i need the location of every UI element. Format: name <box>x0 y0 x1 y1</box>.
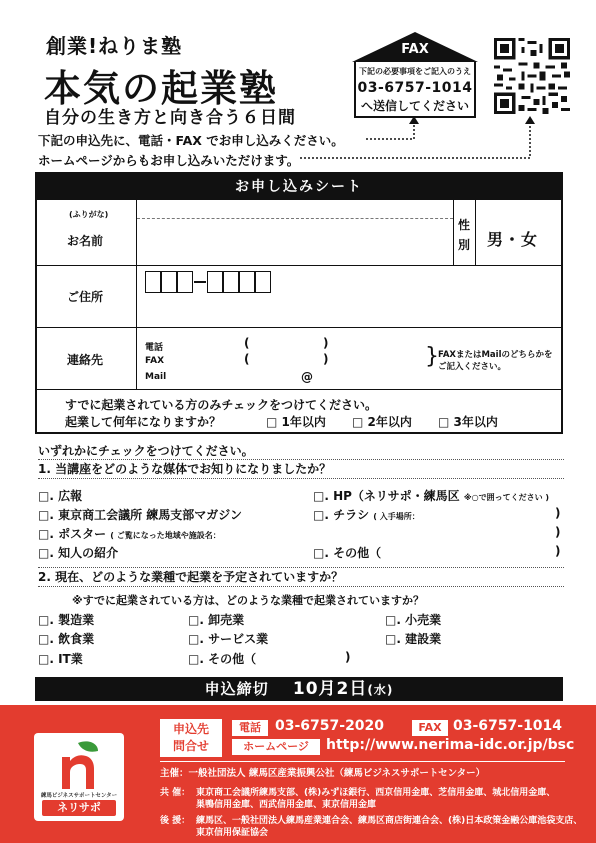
phone-paren-open: ( <box>244 336 250 350</box>
q2-option-wholesale[interactable]: □. 卸売業 <box>188 613 245 627</box>
contact-badge <box>160 719 222 757</box>
footer-fax[interactable]: 03-6757-1014 <box>453 718 563 734</box>
q1-option-magazine[interactable]: □. 東京商工会議所 練馬支部マガジン <box>38 508 242 522</box>
q2-option-manufacturing[interactable]: □. 製造業 <box>38 613 95 627</box>
question-2-title: 2. 現在、どのような業種で起業を予定されていますか？ <box>38 567 564 587</box>
q1-option-flyer[interactable] <box>313 506 420 523</box>
footer-organizer-label: 主催： <box>160 768 189 779</box>
footer-divider <box>160 761 565 762</box>
footer-support-2: 東京信用保証協会 <box>196 828 269 838</box>
logo-caption: 練馬ビジネスサポートセンター <box>40 793 118 799</box>
row-divider <box>37 389 561 390</box>
contact-badge-line-2: 問合せ <box>172 739 209 753</box>
fax-number: 03-6757-1014 <box>357 80 473 96</box>
fax-paren-close: ) <box>323 352 329 366</box>
col-divider <box>453 200 454 265</box>
footer-url[interactable]: http://www.nerima-idc.or.jp/bsc <box>326 737 575 753</box>
mail-label: Mail <box>145 372 167 382</box>
footer-cosponsor-2: 巣鴨信用金庫、西武信用金庫、東京信用金庫 <box>196 800 377 810</box>
mail-input[interactable] <box>177 370 417 386</box>
fax-field-label: FAX <box>145 356 165 366</box>
question-2-note: ※すでに起業されている方は、どのような業種で起業されていますか？ <box>72 594 425 607</box>
q1-option-homepage-label: □. HP（ネリサポ・練馬区 <box>313 489 460 503</box>
logo-mark-icon <box>56 739 102 791</box>
deadline-bar <box>35 677 563 701</box>
fax-send-text: へ送信してください <box>360 99 469 113</box>
page-title: 本気の起業塾 <box>44 67 278 110</box>
q2-option-it[interactable]: □. IT業 <box>38 652 83 666</box>
contact-badge-line-1: 申込先 <box>172 722 209 736</box>
footer-phone[interactable]: 03-6757-2020 <box>275 718 385 734</box>
mail-at-mark: @ <box>301 370 313 384</box>
q1-flyer-paren-close: ) <box>555 506 561 520</box>
q2-option-other[interactable]: □. その他（ <box>188 652 257 666</box>
furigana-input[interactable] <box>138 201 452 218</box>
name-label: お名前 <box>67 234 104 248</box>
q1-option-poster-label: □. ポスター <box>38 527 107 541</box>
gender-label-top: 性 <box>458 218 471 232</box>
q2-other-paren-close: ) <box>345 650 351 664</box>
header-subtitle: 創業!ねりま塾 <box>46 34 183 58</box>
q2-option-restaurant[interactable]: □. 飲食業 <box>38 632 95 646</box>
q1-option-flyer-note: ( 入手場所： <box>373 512 420 521</box>
fax-note: 下記の必要事項をご記入のうえ <box>359 67 471 76</box>
q1-option-homepage-note: ※○で囲ってください ) <box>463 493 550 502</box>
address-input[interactable] <box>138 296 560 326</box>
deadline-label: 申込締切 <box>204 680 269 698</box>
check-instruction: いずれかにチェックをつけてください。 <box>38 444 254 458</box>
q2-option-retail[interactable]: □. 小売業 <box>385 613 442 627</box>
deadline-weekday: (水) <box>367 683 394 697</box>
col-divider <box>136 200 137 389</box>
contact-note-2: ご記入ください。 <box>438 362 507 372</box>
footer-cosponsor-label: 共 催： <box>160 788 191 798</box>
years-option-3[interactable]: □ 3年以内 <box>438 415 498 429</box>
gender-options[interactable]: 男・女 <box>487 230 539 249</box>
q1-option-poster[interactable] <box>38 525 221 542</box>
contact-brace: } <box>425 344 439 369</box>
col-divider <box>475 200 476 265</box>
q1-option-pr[interactable]: □. 広報 <box>38 489 83 503</box>
fax-pill: FAX <box>412 720 448 736</box>
row-divider <box>37 265 561 266</box>
q1-option-flyer-label: □. チラシ <box>313 508 370 522</box>
footer-support-1: 練馬区、一般社団法人練馬産業連合会、練馬区商店街連合会、(株)日本政策金融公庫池袋支店、 <box>196 816 583 826</box>
footer-cosponsor-1: 東京商工会議所練馬支部、(株)みずほ銀行、西京信用金庫、芝信用金庫、城北信用金庫、 <box>196 788 556 798</box>
gender-label-bottom: 別 <box>458 238 471 252</box>
furigana-label: (ふりがな) <box>69 210 109 219</box>
q2-option-service[interactable]: □. サービス業 <box>188 632 269 646</box>
footer-support-label: 後 援： <box>160 816 191 826</box>
phone-paren-close: ) <box>323 336 329 350</box>
q1-poster-paren-close: ) <box>555 525 561 539</box>
q2-option-construction[interactable]: □. 建設業 <box>385 632 442 646</box>
name-input[interactable] <box>138 220 452 264</box>
contact-label: 連絡先 <box>67 353 104 367</box>
nerisapo-logo[interactable] <box>34 733 124 821</box>
deadline-date: 10月2日 <box>292 679 368 699</box>
intro-line-2: ホームページからもお申し込みいただけます。 <box>38 153 300 168</box>
fax-paren-open: ( <box>244 352 250 366</box>
contact-note-1: FAXまたはMailのどちらかを <box>438 350 553 360</box>
q1-option-referral[interactable]: □. 知人の紹介 <box>38 546 119 560</box>
q1-option-homepage[interactable] <box>313 487 549 504</box>
intro-line-1: 下記の申込先に、電話・FAX でお申し込みください。 <box>38 133 344 148</box>
q1-other-paren-close: ) <box>555 544 561 558</box>
business-note: すでに起業されている方のみチェックをつけてください。 <box>65 398 378 412</box>
question-1-title: 1. 当講座をどのような媒体でお知りになりましたか？ <box>38 459 564 479</box>
years-option-1[interactable]: □ 1年以内 <box>266 415 326 429</box>
address-label: ご住所 <box>67 290 104 304</box>
web-pill: ホームページ <box>232 739 320 755</box>
row-divider <box>37 327 561 328</box>
footer-organizer-text: 一般社団法人 練馬区産業振興公社（練馬ビジネスサポートセンター） <box>188 768 486 779</box>
years-option-2[interactable]: □ 2年以内 <box>352 415 412 429</box>
fax-label: FAX <box>401 42 429 57</box>
phone-label: 電話 <box>145 343 164 353</box>
dotted-arrows <box>0 0 596 172</box>
years-question: 起業して何年になりますか？ <box>65 415 222 429</box>
header-tagline: 自分の生き方と向き合う６日間 <box>44 108 296 128</box>
footer-organizer <box>160 765 485 779</box>
application-form <box>35 172 563 434</box>
q1-option-poster-note: ( ご覧になった地域や施設名： <box>110 531 221 540</box>
phone-input[interactable] <box>252 338 320 352</box>
phone-pill: 電話 <box>232 720 268 736</box>
fax-input[interactable] <box>252 354 320 368</box>
form-title: お申し込みシート <box>37 174 561 200</box>
logo-name: ネリサポ <box>42 800 116 816</box>
q1-option-other[interactable]: □. その他（ <box>313 546 382 560</box>
furigana-divider <box>137 218 453 219</box>
footer <box>0 705 596 843</box>
